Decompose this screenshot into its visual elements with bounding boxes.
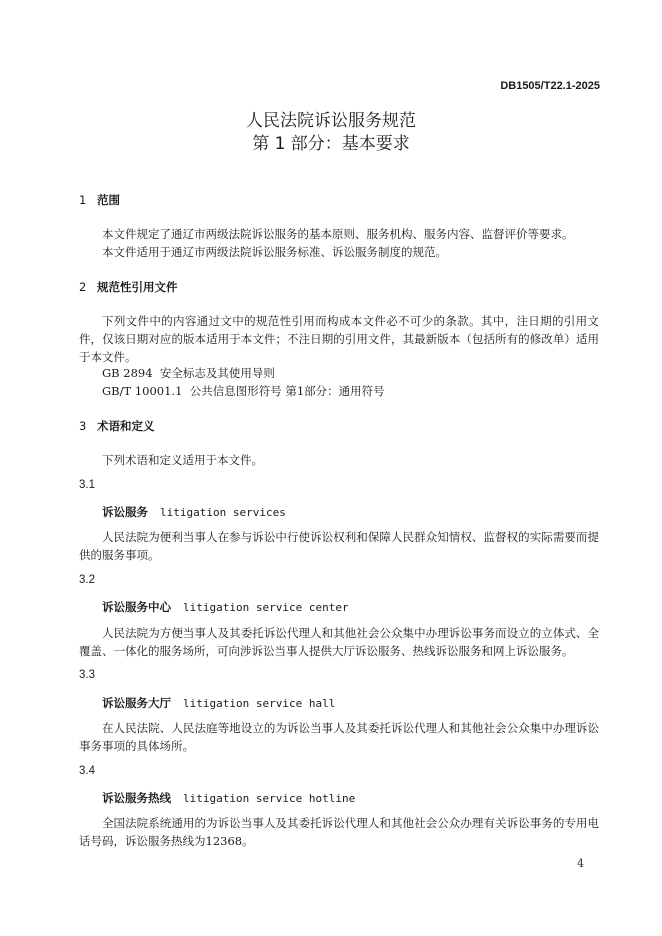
section-heading-normative-references [79, 279, 178, 295]
page-number: 4 [577, 857, 584, 870]
paragraph-references: 下列文件中的内容通过文中的规范性引用而构成本文件必不可少的条款。其中，注日期的引用文件，仅该日期对应的版本适用于本文件；不注日期的引用文件，其最新版本（包括所有的修改单）适用于本文件。 [79, 314, 599, 364]
term-number: 3.4 [79, 765, 95, 777]
section-number: 1 [79, 193, 87, 207]
section-title: 范围 [97, 193, 120, 207]
reference-gb-2894: GB 2894 安全标志及其使用导则 [102, 366, 275, 380]
term-zh: 诉讼服务热线 [102, 791, 171, 805]
term-number: 3.3 [79, 669, 95, 681]
term-heading [102, 599, 349, 615]
document-number: DB1505/T22.1-2025 [500, 80, 600, 92]
term-heading [102, 695, 335, 711]
term-definition: 在人民法院、人民法庭等地设立的为诉讼当事人及其委托诉讼代理人和其他社会公众集中办理诉讼事务事项的具体场所。 [79, 721, 599, 753]
section-title: 术语和定义 [97, 419, 155, 433]
term-number: 3.2 [79, 574, 95, 586]
paragraph-scope-2: 本文件适用于通辽市两级法院诉讼服务标准、诉讼服务制度的规范。 [102, 245, 447, 259]
document-subtitle: 第 1 部分：基本要求 [252, 134, 410, 154]
term-definition: 全国法院系统通用的为诉讼当事人及其委托诉讼代理人和其他社会公众办理有关诉讼事务的专用电话号码，诉讼服务热线为12368。 [79, 816, 599, 848]
section-heading-scope [79, 192, 120, 208]
document-title: 人民法院诉讼服务规范 [246, 111, 416, 131]
term-en: litigation service hall [183, 697, 336, 710]
term-zh: 诉讼服务大厅 [102, 696, 171, 710]
term-zh: 诉讼服务中心 [102, 600, 171, 614]
term-heading [102, 504, 286, 520]
term-en: litigation service hotline [183, 792, 356, 805]
term-zh: 诉讼服务 [102, 505, 148, 519]
term-definition: 人民法院为便利当事人在参与诉讼中行使诉讼权利和保障人民群众知情权、监督权的实际需要而提供的服务事项。 [79, 530, 599, 562]
section-title: 规范性引用文件 [97, 280, 178, 294]
term-definition: 人民法院为方便当事人及其委托诉讼代理人和其他社会公众集中办理诉讼事务而设立的立体式、全覆盖、一体化的服务场所，可向涉诉讼当事人提供大厅诉讼服务、热线诉讼服务和网上诉讼服务。 [79, 626, 599, 658]
section-number: 2 [79, 280, 87, 294]
reference-gb-t-10001-1: GB/T 10001.1 公共信息图形符号 第1部分：通用符号 [102, 384, 385, 398]
term-heading [102, 790, 355, 806]
section-heading-terms [79, 418, 155, 434]
section-number: 3 [79, 419, 87, 433]
term-en: litigation services [160, 506, 286, 519]
term-number: 3.1 [79, 479, 95, 491]
term-en: litigation service center [183, 601, 349, 614]
paragraph-terms-intro: 下列术语和定义适用于本文件。 [102, 453, 263, 467]
paragraph-scope-1: 本文件规定了通辽市两级法院诉讼服务的基本原则、服务机构、服务内容、监督评价等要求。 [102, 227, 574, 241]
